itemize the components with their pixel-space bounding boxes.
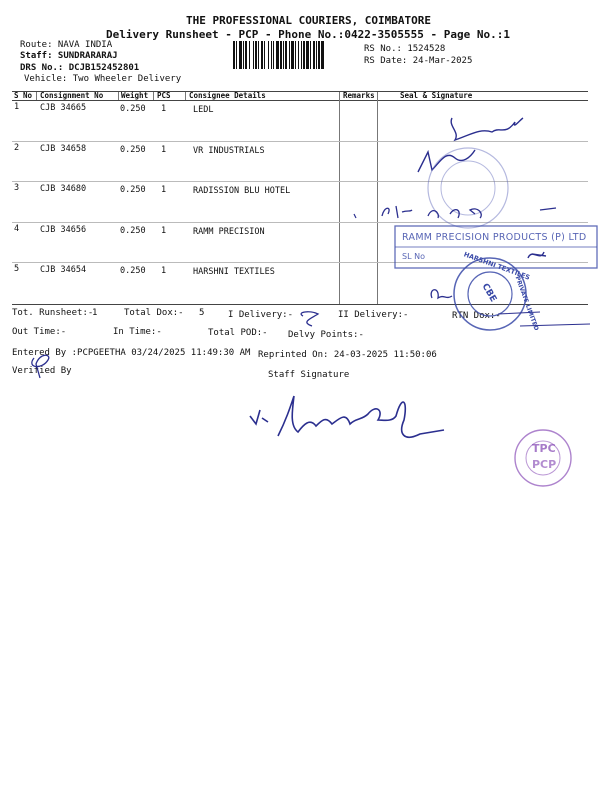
staff-signature-label: Staff Signature [268,370,350,380]
total-pod-label: Total POD:- [208,328,268,338]
row-consignment: CJB 34654 [40,265,87,275]
row-consignee: VR INDUSTRIALS [193,146,265,156]
row-pcs: 1 [161,104,167,114]
row-sno: 5 [14,264,20,274]
out-time-label: Out Time:- [12,327,67,337]
harshni-stamp-bottom: PRIVATE LIMITED [513,275,540,332]
harshni-stamp-top: HARSHNI TEXTILES [462,250,531,282]
col-header-consignment: Consignment No [40,91,104,100]
col-header-consignee: Consignee Details [189,91,266,100]
rs-date: RS Date: 24-Mar-2025 [364,56,473,66]
ramm-stamp-text: RAMM PRECISION PRODUCTS (P) LTD [402,232,587,243]
faint-round-stamp [428,148,508,228]
row-consignment: CJB 34658 [40,144,87,154]
signature-row1 [451,118,523,140]
row-weight: 0.250 [120,104,146,114]
handwriting-row3 [382,206,556,218]
row-sno: 4 [14,224,20,234]
staff-label: Staff: SUNDRARARAJ [20,51,118,61]
signature-row5 [431,290,452,298]
tpc-stamp-bottom: PCP [532,458,557,471]
row-consignee: RAMM PRECISION [193,227,265,237]
row-consignment: CJB 34656 [40,225,87,235]
rtn-dox-label: RTN Dox:- [452,311,501,321]
col-header-remarks: Remarks [343,91,375,100]
row-weight: 0.250 [120,145,146,155]
ramm-stamp-sl: SL No [402,252,425,261]
ii-delivery-label: II Delivery:- [338,310,409,320]
row-consignee: HARSHNI TEXTILES [193,267,275,277]
in-time-label: In Time:- [113,327,162,337]
row-pcs: 1 [161,226,167,236]
row-weight: 0.250 [120,226,146,236]
row-weight: 0.250 [120,266,146,276]
verified-by: Verified By [12,366,72,376]
scribble-i-delivery [301,312,318,326]
row-pcs: 1 [161,266,167,276]
total-dox-label: Total Dox:- [124,308,184,318]
row-consignment: CJB 34665 [40,103,87,113]
row-sno: 2 [14,143,20,153]
entered-by: Entered By :PCPGEETHA 03/24/2025 11:49:30 AM [12,348,251,358]
tot-runsheet-value: 1 [92,308,98,318]
row-pcs: 1 [161,145,167,155]
row-sno: 3 [14,183,20,193]
tot-runsheet-label: Tot. Runsheet:- [12,308,94,318]
delvy-points-label: Delvy Points:- [288,330,364,340]
runsheet-subtitle: Delivery Runsheet - PCP - Phone No.:0422-3505555 - Page No.:1 [106,28,510,41]
route-label: Route: NAVA INDIA [20,40,113,50]
col-header-pcs: PCS [157,91,171,100]
row-consignment: CJB 34680 [40,184,87,194]
i-delivery-label: I Delivery:- [228,310,294,320]
row-pcs: 1 [161,185,167,195]
total-dox-value: 5 [199,308,205,318]
company-title: THE PROFESSIONAL COURIERS, COIMBATORE [186,14,432,27]
drs-label: DRS No.: DCJB152452801 [20,63,140,73]
row-consignee: RADISSION BLU HOTEL [193,186,291,196]
col-header-seal: Seal & Signature [400,91,473,100]
reprinted-on: Reprinted On: 24-03-2025 11:50:06 [258,350,437,360]
col-header-weight: Weight [121,91,149,100]
tpc-stamp-top: TPC [532,442,556,455]
rs-number: RS No.: 1524528 [364,44,446,54]
verified-initials [32,355,49,378]
harshni-stamp-city: CBE [479,282,499,304]
col-header-sno: S No [14,91,33,100]
row-consignee: LEDL [193,105,214,115]
row-sno: 1 [14,102,20,112]
vehicle-label: Vehicle: Two Wheeler Delivery [24,74,182,84]
row-weight: 0.250 [120,185,146,195]
signature-row4 [528,252,546,258]
staff-signature-ink [250,396,444,437]
